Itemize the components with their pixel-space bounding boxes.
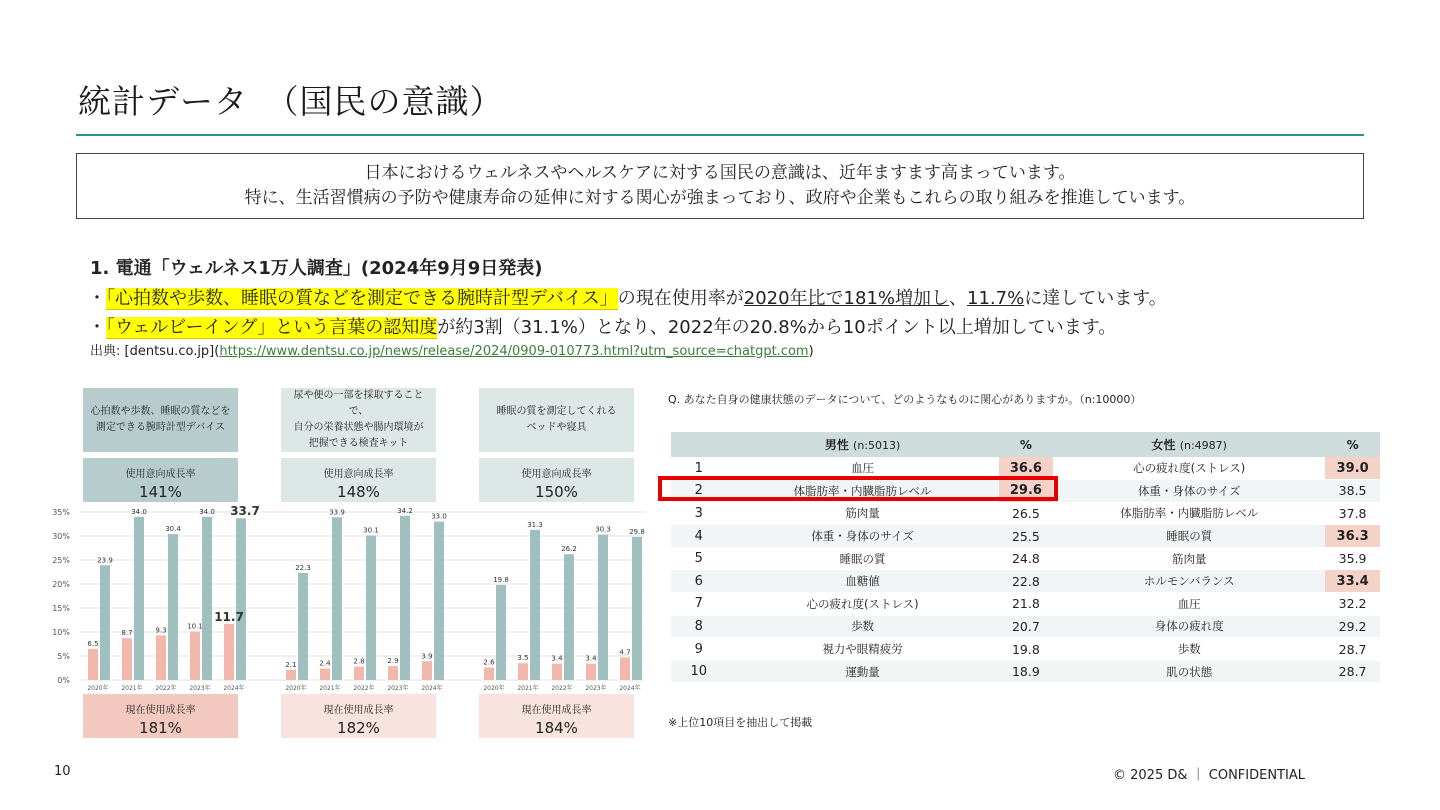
current-bar [190,632,200,680]
female-pct: 38.5 [1325,480,1380,503]
female-header-label: 女性 [1151,438,1176,452]
intent-bar [564,554,574,680]
current-bar [224,624,234,680]
current-data-label: 2.8 [353,657,365,666]
intent-bar [100,565,110,680]
panel-bed [479,388,634,502]
male-pct: 22.8 [999,570,1054,593]
current-label: 現在使用成長率 [323,705,394,716]
current-data-label: 3.4 [551,654,563,663]
current-data-label: 4.7 [619,648,631,657]
female-item: 肌の状態 [1053,660,1325,683]
y-tick-label: 0% [57,676,70,685]
highlight-frame [658,476,1058,501]
male-item: 視力や眼精疲労 [727,638,999,661]
female-n: (n:4987) [1179,439,1227,452]
male-pct: 18.9 [999,660,1054,683]
current-bar [552,664,562,680]
current-growth-box [479,694,634,738]
female-pct: 39.0 [1325,457,1380,480]
table-note: ※上位10項目を抽出して掲載 [668,716,813,729]
bullet-marker: ・ [88,288,106,309]
male-item: 体脂肪率・内臓脂肪レベル [727,480,999,503]
current-value: 184% [535,719,578,737]
underlined-text: 11.7% [967,288,1025,309]
intent-data-label: 34.2 [397,506,413,515]
source-link[interactable]: https://www.dentsu.co.jp/news/release/2024/0909-010773.html?utm_source=chatgpt.com [219,344,809,359]
current-data-label: 10.1 [187,622,203,631]
page-number: 10 [54,764,71,779]
summary-line-2: 特に、生活習慣病の予防や健康寿命の延伸に対する関心が強まっており、政府や企業もこれらの取り組みを推進しています。 [244,188,1196,208]
intent-bar [496,585,506,680]
current-bar [586,664,596,680]
section-heading: 1. 電通「ウェルネス1万人調査」(2024年9月9日発表) [90,258,543,279]
female-pct: 28.7 [1325,638,1380,661]
x-tick-label: 2021年 [319,685,341,692]
rank-cell: 6 [671,570,727,593]
panel-kit [281,388,436,502]
x-tick-label: 2024年 [619,685,641,692]
summary-line-1: 日本におけるウェルネスやヘルスケアに対する国民の意識は、近年ますます高まっています。 [364,163,1076,183]
male-pct: 21.8 [999,593,1054,616]
rank-cell: 7 [671,593,727,616]
female-pct: 32.2 [1325,593,1380,616]
female-pct: 28.7 [1325,660,1380,683]
underlined-text: 2020年比で181%増加し [743,288,950,309]
male-item: 血圧 [727,457,999,480]
intent-bar [168,534,178,680]
male-pct: 24.8 [999,547,1054,570]
intent-data-label: 31.3 [527,520,543,529]
current-bar [320,668,330,680]
intent-growth-box [83,458,238,502]
rank-cell: 9 [671,638,727,661]
bullet-2 [88,313,1116,339]
bullet-text: に達しています。 [1024,288,1167,309]
current-bar [88,649,98,680]
rank-cell: 10 [671,660,727,683]
female-header [1053,432,1325,457]
intent-data-label: 34.0 [199,507,215,516]
current-data-label: 8.7 [121,629,133,638]
y-tick-label: 20% [52,580,70,589]
current-growth-box [281,694,436,738]
intent-growth-box [281,458,436,502]
female-item: 睡眠の質 [1053,525,1325,548]
intent-data-label: 29.8 [629,527,645,536]
current-label: 現在使用成長率 [125,705,196,716]
y-tick-label: 10% [52,628,70,637]
intent-bar [598,535,608,680]
intent-data-label: 26.2 [561,545,577,554]
current-bar [422,661,432,680]
table-row [671,547,1380,570]
x-tick-label: 2024年 [223,685,245,692]
x-tick-label: 2023年 [189,685,211,692]
male-pct: 25.5 [999,525,1054,548]
intent-bar [632,537,642,680]
intent-label: 使用意向成長率 [521,469,592,480]
current-data-label: 2.4 [319,659,331,668]
footer-copyright: © 2025 D& ｜ CONFIDENTIAL [1113,768,1305,783]
current-bar [484,668,494,680]
current-data-label: 6.5 [87,639,99,648]
y-tick-label: 30% [52,532,70,541]
table-header [671,432,1380,457]
table-row [671,593,1380,616]
male-pct: 36.6 [999,457,1054,480]
intent-value: 141% [139,483,182,501]
current-data-label: 3.4 [585,654,597,663]
male-item: 筋肉量 [727,502,999,525]
intent-label: 使用意向成長率 [125,469,196,480]
current-data-label: 2.9 [387,657,399,666]
intent-bar [400,516,410,680]
current-bar [354,667,364,680]
intent-value: 150% [535,483,578,501]
rank-cell: 2 [671,480,727,503]
panel-watch [83,388,238,502]
x-tick-label: 2021年 [121,685,143,692]
female-pct: 37.8 [1325,502,1380,525]
male-item: 歩数 [727,615,999,638]
x-tick-label: 2020年 [285,685,307,692]
x-tick-label: 2023年 [585,685,607,692]
y-tick-label: 35% [52,508,70,517]
male-pct: 29.6 [999,480,1054,503]
female-item: ホルモンバランス [1053,570,1325,593]
x-tick-label: 2022年 [551,685,573,692]
bullet-text: が約3割（31.1%）となり、2022年の20.8%から10ポイント以上増加しています。 [437,317,1117,338]
survey-question: Q. あなた自身の健康状態のデータについて、どのようなものに関心がありますか。（n:10000） [668,393,1142,406]
current-data-label: 2.1 [285,660,297,669]
title-divider [76,134,1364,136]
y-tick-label: 25% [52,556,70,565]
female-item: 血圧 [1053,593,1325,616]
male-item: 運動量 [727,660,999,683]
x-tick-label: 2020年 [87,685,109,692]
table-row [671,570,1380,593]
table-row [671,660,1380,683]
bullet-1 [88,284,1167,310]
intent-bar [298,573,308,680]
male-n: (n:5013) [853,439,901,452]
male-item: 体重・身体のサイズ [727,525,999,548]
current-bar [620,657,630,680]
table-row [671,615,1380,638]
female-item: 身体の疲れ度 [1053,615,1325,638]
interest-ranking-table [671,432,1380,683]
female-item: 心の疲れ度(ストレス) [1053,457,1325,480]
intent-bar [236,518,246,680]
rank-header [671,432,727,457]
intent-data-label: 19.8 [493,575,509,584]
female-pct: 29.2 [1325,615,1380,638]
intent-data-label: 30.1 [363,526,379,535]
growth-bar-chart [40,500,650,695]
rank-cell: 3 [671,502,727,525]
rank-cell: 8 [671,615,727,638]
female-item: 体重・身体のサイズ [1053,480,1325,503]
intent-data-label: 22.3 [295,563,311,572]
current-label: 現在使用成長率 [521,705,592,716]
intent-bar [530,530,540,680]
source-close: ) [808,344,814,359]
table-row [671,525,1380,548]
current-data-label: 11.7 [214,609,244,624]
female-item: 歩数 [1053,638,1325,661]
current-bar [518,663,528,680]
rank-cell: 4 [671,525,727,548]
highlight-text: 「心拍数や歩数、睡眠の質などを測定できる腕時計型デバイス」 [106,288,618,309]
rank-cell: 1 [671,457,727,480]
intent-data-label: 33.0 [431,512,447,521]
y-tick-label: 5% [57,652,70,661]
intent-data-label: 34.0 [131,507,147,516]
panel-desc: 尿や便の一部を採取することで、 自分の栄養状態や腸内環境が 把握できる検査キット [281,388,436,452]
male-item: 血糖値 [727,570,999,593]
male-item: 睡眠の質 [727,547,999,570]
current-value: 182% [337,719,380,737]
table-row [671,638,1380,661]
x-tick-label: 2024年 [421,685,443,692]
bullet-text: 、 [949,288,968,309]
intent-bar [366,536,376,680]
current-value: 181% [139,719,182,737]
male-pct: 20.7 [999,615,1054,638]
male-pct-header: % [999,432,1054,457]
male-header-label: 男性 [824,438,849,452]
source-label: 出典: [dentsu.co.jp]( [90,344,220,359]
intent-value: 148% [337,483,380,501]
x-tick-label: 2023年 [387,685,409,692]
intent-bar [434,522,444,680]
highlight-text: 「ウェルビーイング」という言葉の認知度 [106,317,438,338]
intent-data-label: 33.9 [329,508,345,517]
source-line [90,340,814,359]
x-tick-label: 2021年 [517,685,539,692]
table-row [671,502,1380,525]
bullet-marker: ・ [88,317,106,338]
intent-bar [332,517,342,680]
current-data-label: 3.5 [517,654,529,663]
intent-label: 使用意向成長率 [323,469,394,480]
intent-data-label: 30.3 [595,525,611,534]
x-tick-label: 2022年 [353,685,375,692]
male-pct: 26.5 [999,502,1054,525]
current-bar [156,635,166,680]
bullet-text: の現在使用率が [617,288,744,309]
current-bar [388,666,398,680]
female-pct: 36.3 [1325,525,1380,548]
intent-growth-box [479,458,634,502]
current-bar [122,638,132,680]
intent-data-label: 33.7 [230,504,260,519]
female-pct: 35.9 [1325,547,1380,570]
panel-desc: 心拍数や歩数、睡眠の質などを 測定できる腕時計型デバイス [83,388,238,452]
intent-data-label: 23.9 [97,556,113,565]
female-pct: 33.4 [1325,570,1380,593]
male-pct: 19.8 [999,638,1054,661]
female-item: 体脂肪率・内臓脂肪レベル [1053,502,1325,525]
y-tick-label: 15% [52,604,70,613]
panel-desc: 睡眠の質を測定してくれる ベッドや寝具 [479,388,634,452]
female-item: 筋肉量 [1053,547,1325,570]
current-data-label: 9.3 [155,626,167,635]
x-tick-label: 2020年 [483,685,505,692]
x-tick-label: 2022年 [155,685,177,692]
intent-bar [202,517,212,680]
page-title: 統計データ （国民の意識） [78,82,504,121]
male-item: 心の疲れ度(ストレス) [727,593,999,616]
intent-bar [134,517,144,680]
female-pct-header: % [1325,432,1380,457]
intent-data-label: 30.4 [165,525,181,534]
rank-cell: 5 [671,547,727,570]
current-growth-box [83,694,238,738]
male-header [727,432,999,457]
current-bar [286,670,296,680]
current-data-label: 2.6 [483,658,495,667]
summary-box [76,153,1364,219]
current-data-label: 3.9 [421,652,433,661]
